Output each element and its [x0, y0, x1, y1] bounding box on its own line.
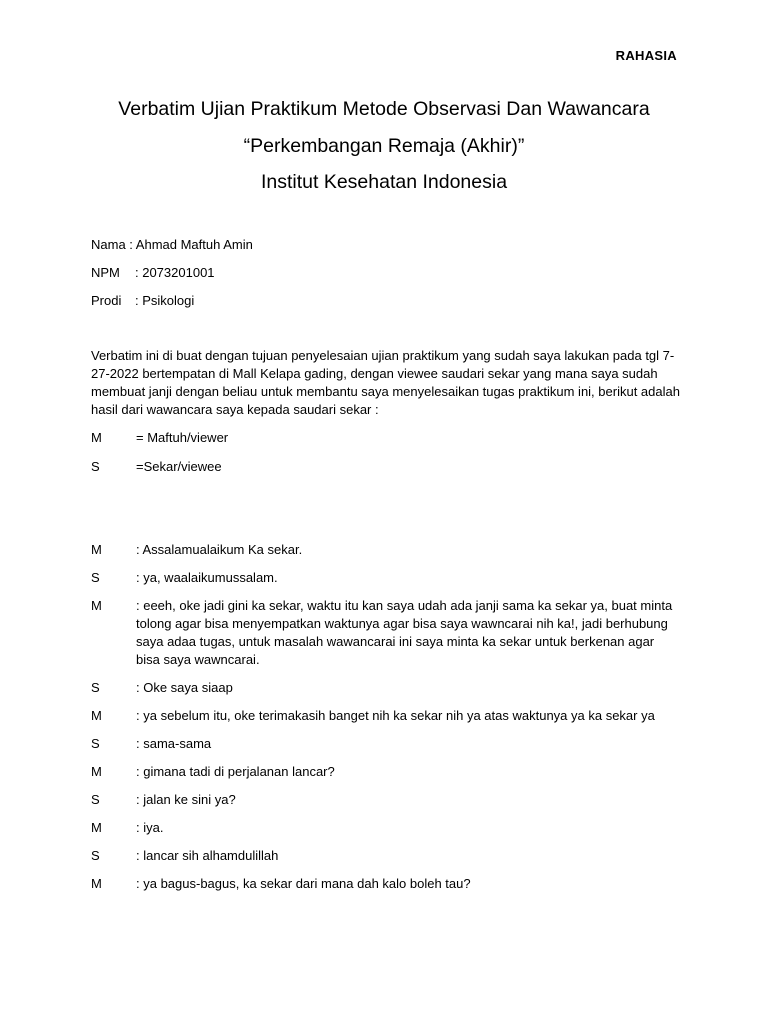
confidential-label: RAHASIA	[615, 48, 677, 63]
student-name: Nama : Ahmad Maftuh Amin	[91, 237, 253, 252]
student-prodi	[91, 292, 253, 320]
legend-row	[91, 429, 228, 458]
student-info	[91, 236, 253, 320]
legend-speaker: S	[91, 459, 100, 474]
speaker-label: M	[91, 542, 102, 557]
student-npm	[91, 264, 253, 292]
speaker-label: M	[91, 708, 102, 723]
legend-speaker: M	[91, 430, 102, 445]
title-line-3: Institut Kesehatan Indonesia	[260, 171, 508, 193]
speaker-label: M	[91, 820, 102, 835]
utterance: : ya bagus-bagus, ka sekar dari mana dah kalo boleh tau?	[136, 876, 471, 891]
speaker-legend	[91, 429, 228, 487]
transcript-line	[91, 763, 681, 781]
transcript-line	[91, 847, 681, 865]
utterance: : Oke saya siaap	[136, 680, 233, 695]
transcript-line	[91, 875, 681, 893]
transcript-line	[91, 791, 681, 809]
utterance: : jalan ke sini ya?	[136, 792, 236, 807]
utterance: : sama-sama	[136, 736, 212, 751]
utterance: : Assalamualaikum Ka sekar.	[136, 542, 303, 557]
npm-label: NPM	[91, 265, 120, 280]
transcript-line	[91, 569, 681, 587]
speaker-label: S	[91, 848, 100, 863]
transcript-line	[91, 819, 681, 837]
speaker-label: S	[91, 792, 100, 807]
intro-paragraph: Verbatim ini di buat dengan tujuan penyelesaian ujian praktikum yang sudah saya lakukan pada tgl 7-27-2022 bertempatan di Mall Kelapa gading, dengan viewee saudari sekar yang mana saya sudah membuat janji dengan beliau untuk membantu saya menyelesaikan tugas praktikum ini, berikut adalah hasil dari wawancara saya kepada saudari sekar :	[91, 348, 680, 417]
utterance: : gimana tadi di perjalanan lancar?	[136, 764, 335, 779]
utterance: : lancar sih alhamdulillah	[136, 848, 279, 863]
interview-transcript	[91, 541, 681, 903]
speaker-label: M	[91, 598, 102, 613]
utterance: : iya.	[136, 820, 164, 835]
transcript-line	[91, 597, 681, 669]
prodi-label: Prodi	[91, 293, 122, 308]
utterance: : eeeh, oke jadi gini ka sekar, waktu itu kan saya udah ada janji sama ka sekar ya, buat minta tolong agar bisa menyempatkan waktunya agar bisa saya wawncarai nih ka!, jadi berhubung saya adaa tugas, untuk masalah wawancarai ini saya minta ka sekar untuk berkenan agar bisa saya wawncarai.	[136, 598, 673, 667]
legend-text: =Sekar/viewee	[136, 459, 222, 474]
speaker-label: S	[91, 736, 100, 751]
transcript-line	[91, 679, 681, 697]
speaker-label: S	[91, 570, 100, 585]
document-title	[0, 91, 768, 201]
npm-value: : 2073201001	[135, 265, 215, 280]
prodi-value: : Psikologi	[135, 293, 195, 308]
utterance: : ya, waalaikumussalam.	[136, 570, 278, 585]
transcript-line	[91, 707, 681, 725]
speaker-label: S	[91, 680, 100, 695]
transcript-line	[91, 541, 681, 559]
legend-row	[91, 458, 228, 487]
title-line-1: Verbatim Ujian Praktikum Metode Observasi Dan Wawancara	[118, 98, 650, 120]
transcript-line	[91, 735, 681, 753]
speaker-label: M	[91, 764, 102, 779]
legend-text: = Maftuh/viewer	[136, 430, 229, 445]
utterance: : ya sebelum itu, oke terimakasih banget nih ka sekar nih ya atas waktunya ya ka sekar ya	[136, 708, 655, 723]
speaker-label: M	[91, 876, 102, 891]
title-line-2: “Perkembangan Remaja (Akhir)”	[243, 134, 525, 157]
